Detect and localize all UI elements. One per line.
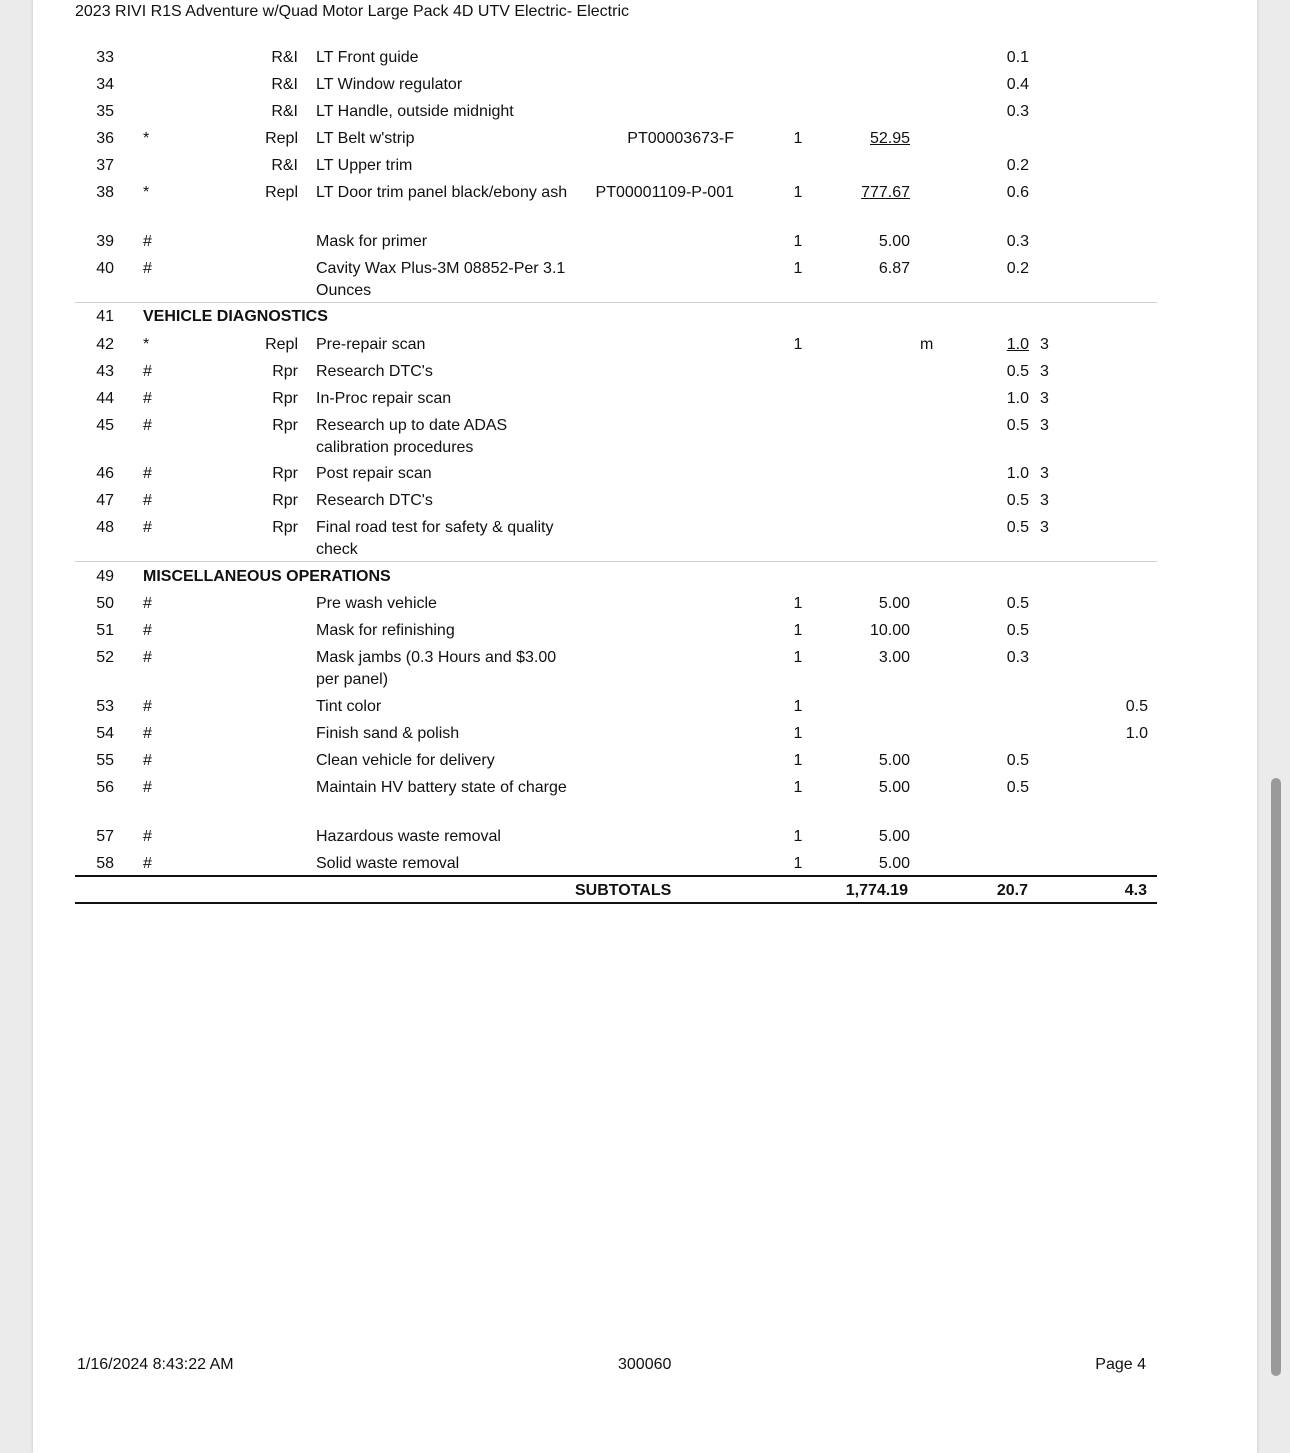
- table-row: [0, 47, 1290, 69]
- line-marker: #: [143, 622, 152, 639]
- line-marker: #: [143, 492, 152, 509]
- labor-units: 0.5: [1006, 492, 1029, 509]
- line-number: 37: [96, 157, 114, 174]
- description: Cavity Wax Plus-3M 08852-Per 3.1 Ounces: [316, 260, 566, 299]
- line-number: 43: [96, 363, 114, 380]
- footer-page: Page 4: [1095, 1356, 1146, 1373]
- line-marker: #: [143, 417, 152, 434]
- labor-code: 3: [1040, 492, 1049, 509]
- subtotal-labor: 20.7: [996, 882, 1028, 899]
- extended-price: 5.00: [878, 233, 910, 250]
- table-row: [0, 74, 1290, 96]
- line-number: 40: [96, 260, 114, 277]
- description: In-Proc repair scan: [316, 390, 452, 407]
- vertical-scrollbar[interactable]: [1271, 778, 1281, 1376]
- footer-id: 300060: [618, 1356, 672, 1373]
- labor-units: 0.3: [1006, 649, 1029, 666]
- line-marker: #: [143, 260, 152, 277]
- table-row: [0, 361, 1290, 383]
- operation: Rpr: [272, 390, 298, 407]
- operation: Rpr: [272, 363, 298, 380]
- description: LT Upper trim: [316, 157, 413, 174]
- extended-price: 5.00: [878, 828, 910, 845]
- line-marker: #: [143, 233, 152, 250]
- quantity: 1: [793, 855, 803, 872]
- description: Finish sand & polish: [316, 725, 460, 742]
- quantity: 1: [793, 752, 803, 769]
- line-number: 54: [96, 725, 114, 742]
- line-number: 51: [96, 622, 114, 639]
- labor-code: 3: [1040, 390, 1049, 407]
- line-number: 35: [96, 103, 114, 120]
- operation: R&I: [271, 76, 298, 93]
- labor-units: 0.2: [1006, 157, 1029, 174]
- operation: Repl: [265, 336, 298, 353]
- table-row: [0, 388, 1290, 410]
- labor-units: 0.5: [1006, 752, 1029, 769]
- quantity: 1: [793, 336, 803, 353]
- labor-units: 0.5: [1006, 519, 1029, 536]
- section-title: VEHICLE DIAGNOSTICS: [143, 308, 328, 325]
- labor-units: 0.5: [1006, 595, 1029, 612]
- description: LT Door trim panel black/ebony ash: [316, 184, 568, 201]
- quantity: 1: [793, 184, 803, 201]
- subtotal-paint: 4.3: [1124, 882, 1147, 899]
- description: Pre wash vehicle: [316, 595, 437, 612]
- line-number: 45: [96, 417, 114, 434]
- line-number: 36: [96, 130, 114, 147]
- line-number: 42: [96, 336, 114, 353]
- part-number: PT00001109-P-001: [595, 184, 734, 201]
- section-title: MISCELLANEOUS OPERATIONS: [143, 568, 391, 585]
- description: Clean vehicle for delivery: [316, 752, 495, 769]
- labor-units: 0.2: [1006, 260, 1029, 277]
- section-divider: [75, 302, 1157, 303]
- description: Mask for primer: [316, 233, 428, 250]
- line-number: 55: [96, 752, 114, 769]
- operation: R&I: [271, 49, 298, 66]
- line-number: 46: [96, 465, 114, 482]
- quantity: 1: [793, 260, 803, 277]
- subtotals-label: SUBTOTALS: [575, 882, 672, 899]
- table-row: [0, 750, 1290, 772]
- table-row: [0, 696, 1290, 718]
- table-row: [0, 593, 1290, 615]
- line-number: 53: [96, 698, 114, 715]
- line-number: 44: [96, 390, 114, 407]
- subtotals-row: [0, 880, 1290, 902]
- description: Solid waste removal: [316, 855, 460, 872]
- line-marker: #: [143, 828, 152, 845]
- quantity: 1: [793, 130, 803, 147]
- description: LT Handle, outside midnight: [316, 103, 514, 120]
- quantity: 1: [793, 779, 803, 796]
- line-number: 56: [96, 779, 114, 796]
- operation: Rpr: [272, 417, 298, 434]
- line-marker: #: [143, 519, 152, 536]
- line-number: 41: [96, 308, 114, 325]
- line-marker: #: [143, 855, 152, 872]
- line-marker: #: [143, 725, 152, 742]
- table-row: [0, 334, 1290, 356]
- labor-type: m: [920, 336, 934, 353]
- operation: Repl: [265, 184, 298, 201]
- table-row: [0, 415, 1290, 456]
- description: Research DTC's: [316, 363, 433, 380]
- table-row: [0, 490, 1290, 512]
- line-marker: #: [143, 363, 152, 380]
- quantity: 1: [793, 828, 803, 845]
- description: Research DTC's: [316, 492, 433, 509]
- operation: Rpr: [272, 492, 298, 509]
- operation: R&I: [271, 103, 298, 120]
- quantity: 1: [793, 622, 803, 639]
- extended-price: 6.87: [878, 260, 910, 277]
- table-row: [0, 620, 1290, 642]
- section-header-row: [0, 566, 1290, 588]
- line-number: 39: [96, 233, 114, 250]
- line-number: 57: [96, 828, 114, 845]
- subtotal-price: 1,774.19: [845, 882, 908, 899]
- extended-price: 5.00: [878, 595, 910, 612]
- labor-units: 0.6: [1006, 184, 1029, 201]
- description: Post repair scan: [316, 465, 432, 482]
- extended-price: 5.00: [878, 855, 910, 872]
- line-number: 58: [96, 855, 114, 872]
- extended-price: 52.95: [869, 130, 910, 147]
- table-row: [0, 463, 1290, 485]
- table-row: [0, 231, 1290, 253]
- operation: Repl: [265, 130, 298, 147]
- section-header-row: [0, 306, 1290, 328]
- line-number: 38: [96, 184, 114, 201]
- line-marker: #: [143, 752, 152, 769]
- table-row: [0, 647, 1290, 688]
- line-marker: *: [143, 130, 150, 147]
- table-row: [0, 155, 1290, 177]
- quantity: 1: [793, 595, 803, 612]
- description: Final road test for safety & quality check: [316, 519, 554, 558]
- labor-code: 3: [1040, 417, 1049, 434]
- operation: R&I: [271, 157, 298, 174]
- labor-units: 0.3: [1006, 233, 1029, 250]
- line-number: 34: [96, 76, 114, 93]
- table-row: [0, 128, 1290, 150]
- table-row: [0, 182, 1290, 204]
- line-marker: #: [143, 465, 152, 482]
- line-marker: #: [143, 595, 152, 612]
- table-row: [0, 258, 1290, 299]
- labor-units: 0.1: [1006, 49, 1029, 66]
- labor-code: 3: [1040, 519, 1049, 536]
- labor-units: 1.0: [1006, 465, 1029, 482]
- description: Maintain HV battery state of charge: [316, 779, 567, 796]
- labor-units: 1.0: [1006, 336, 1029, 353]
- operation: Rpr: [272, 465, 298, 482]
- vehicle-title: 2023 RIVI R1S Adventure w/Quad Motor Large Pack 4D UTV Electric- Electric: [75, 3, 630, 20]
- description: LT Front guide: [316, 49, 419, 66]
- description: LT Belt w'strip: [316, 130, 415, 147]
- labor-units: 0.5: [1006, 779, 1029, 796]
- line-marker: *: [143, 336, 150, 353]
- quantity: 1: [793, 698, 803, 715]
- quantity: 1: [793, 233, 803, 250]
- operation: Rpr: [272, 519, 298, 536]
- table-row: [0, 723, 1290, 745]
- extended-price: 3.00: [878, 649, 910, 666]
- labor-code: 3: [1040, 465, 1049, 482]
- line-marker: #: [143, 779, 152, 796]
- quantity: 1: [793, 649, 803, 666]
- paint-units: 0.5: [1125, 698, 1148, 715]
- line-marker: #: [143, 649, 152, 666]
- description: Mask jambs (0.3 Hours and $3.00 per panel): [316, 649, 557, 688]
- table-row: [0, 777, 1290, 799]
- extended-price: 10.00: [869, 622, 910, 639]
- description: Mask for refinishing: [316, 622, 455, 639]
- subtotal-top-rule: [75, 875, 1157, 877]
- part-number: PT00003673-F: [627, 130, 734, 147]
- extended-price: 777.67: [861, 184, 910, 201]
- description: Research up to date ADAS calibration procedures: [316, 417, 508, 456]
- table-row: [0, 517, 1290, 558]
- description: LT Window regulator: [316, 76, 463, 93]
- line-number: 50: [96, 595, 114, 612]
- extended-price: 5.00: [878, 752, 910, 769]
- description: Tint color: [316, 698, 382, 715]
- paint-units: 1.0: [1125, 725, 1148, 742]
- labor-code: 3: [1040, 363, 1049, 380]
- section-divider: [75, 561, 1157, 562]
- labor-units: 0.5: [1006, 417, 1029, 434]
- labor-units: 0.5: [1006, 363, 1029, 380]
- description: Hazardous waste removal: [316, 828, 501, 845]
- table-row: [0, 853, 1290, 875]
- labor-units: 0.4: [1006, 76, 1029, 93]
- footer-datetime: 1/16/2024 8:43:22 AM: [77, 1356, 234, 1373]
- line-number: 52: [96, 649, 114, 666]
- table-row: [0, 101, 1290, 123]
- labor-units: 1.0: [1006, 390, 1029, 407]
- subtotal-bottom-rule: [75, 902, 1157, 904]
- labor-code: 3: [1040, 336, 1049, 353]
- table-row: [0, 826, 1290, 848]
- labor-units: 0.3: [1006, 103, 1029, 120]
- quantity: 1: [793, 725, 803, 742]
- extended-price: 5.00: [878, 779, 910, 796]
- line-number: 48: [96, 519, 114, 536]
- line-number: 33: [96, 49, 114, 66]
- line-number: 49: [96, 568, 114, 585]
- description: Pre-repair scan: [316, 336, 426, 353]
- line-number: 47: [96, 492, 114, 509]
- line-marker: *: [143, 184, 150, 201]
- line-marker: #: [143, 390, 152, 407]
- labor-units: 0.5: [1006, 622, 1029, 639]
- line-marker: #: [143, 698, 152, 715]
